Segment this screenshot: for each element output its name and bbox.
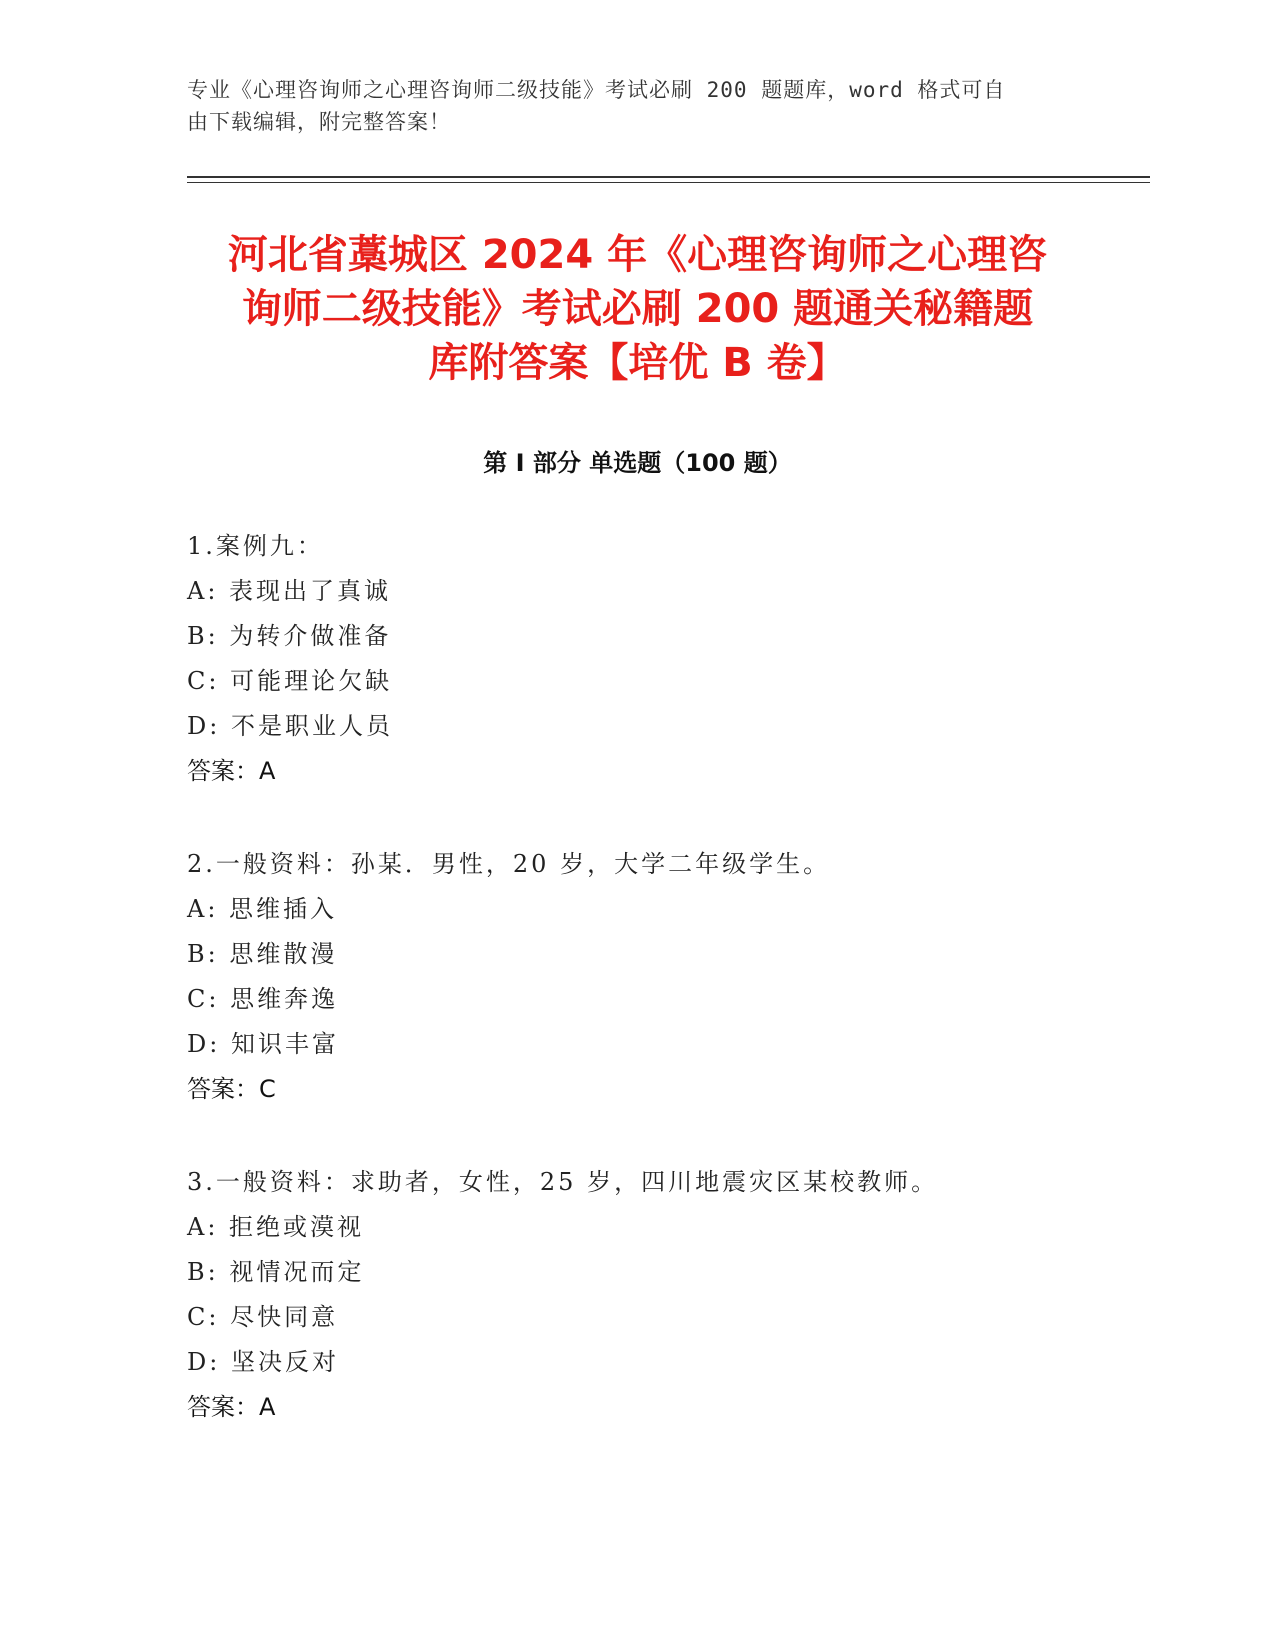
document-title bbox=[150, 228, 1125, 390]
option-d: D: 知识丰富 bbox=[187, 1030, 339, 1058]
option-d: D: 不是职业人员 bbox=[187, 712, 393, 740]
option-b: B: 视情况而定 bbox=[187, 1258, 365, 1286]
answer: 答案：A bbox=[187, 1393, 276, 1421]
section-title: 第 I 部分 单选题（100 题） bbox=[483, 449, 792, 477]
option-c: C: 可能理论欠缺 bbox=[187, 667, 393, 695]
question-list bbox=[187, 524, 1147, 1478]
option-b: B: 思维散漫 bbox=[187, 940, 338, 968]
question-1 bbox=[187, 524, 1147, 794]
question-2 bbox=[187, 842, 1147, 1112]
option-a: A: 表现出了真诚 bbox=[187, 577, 392, 605]
question-stem: 2.一般资料：孙某．男性，20 岁，大学二年级学生。 bbox=[187, 850, 831, 878]
document-title-line-3: 库附答案【培优 B 卷】 bbox=[428, 340, 847, 386]
header-divider-thick bbox=[187, 176, 1150, 178]
header-divider-thin bbox=[187, 182, 1150, 183]
option-b: B: 为转介做准备 bbox=[187, 622, 392, 650]
option-a: A: 拒绝或漠视 bbox=[187, 1213, 365, 1241]
header-note-line-1: 专业《心理咨询师之心理咨询师二级技能》考试必刷 200 题题库，word 格式可自 bbox=[187, 78, 1006, 102]
answer: 答案：A bbox=[187, 757, 276, 785]
option-c: C: 尽快同意 bbox=[187, 1303, 339, 1331]
document-title-line-2: 询师二级技能》考试必刷 200 题通关秘籍题 bbox=[241, 286, 1034, 332]
option-d: D: 坚决反对 bbox=[187, 1348, 339, 1376]
question-stem: 3.一般资料：求助者，女性，25 岁，四川地震灾区某校教师。 bbox=[187, 1168, 939, 1196]
option-a: A: 思维插入 bbox=[187, 895, 338, 923]
question-3 bbox=[187, 1160, 1147, 1430]
option-c: C: 思维奔逸 bbox=[187, 985, 339, 1013]
question-stem: 1.案例九： bbox=[187, 532, 324, 560]
document-title-line-1: 河北省藁城区 2024 年《心理咨询师之心理咨 bbox=[227, 232, 1048, 278]
answer: 答案：C bbox=[187, 1075, 276, 1103]
header-note-line-2: 由下载编辑，附完整答案！ bbox=[187, 110, 451, 134]
header-note bbox=[187, 74, 1067, 138]
